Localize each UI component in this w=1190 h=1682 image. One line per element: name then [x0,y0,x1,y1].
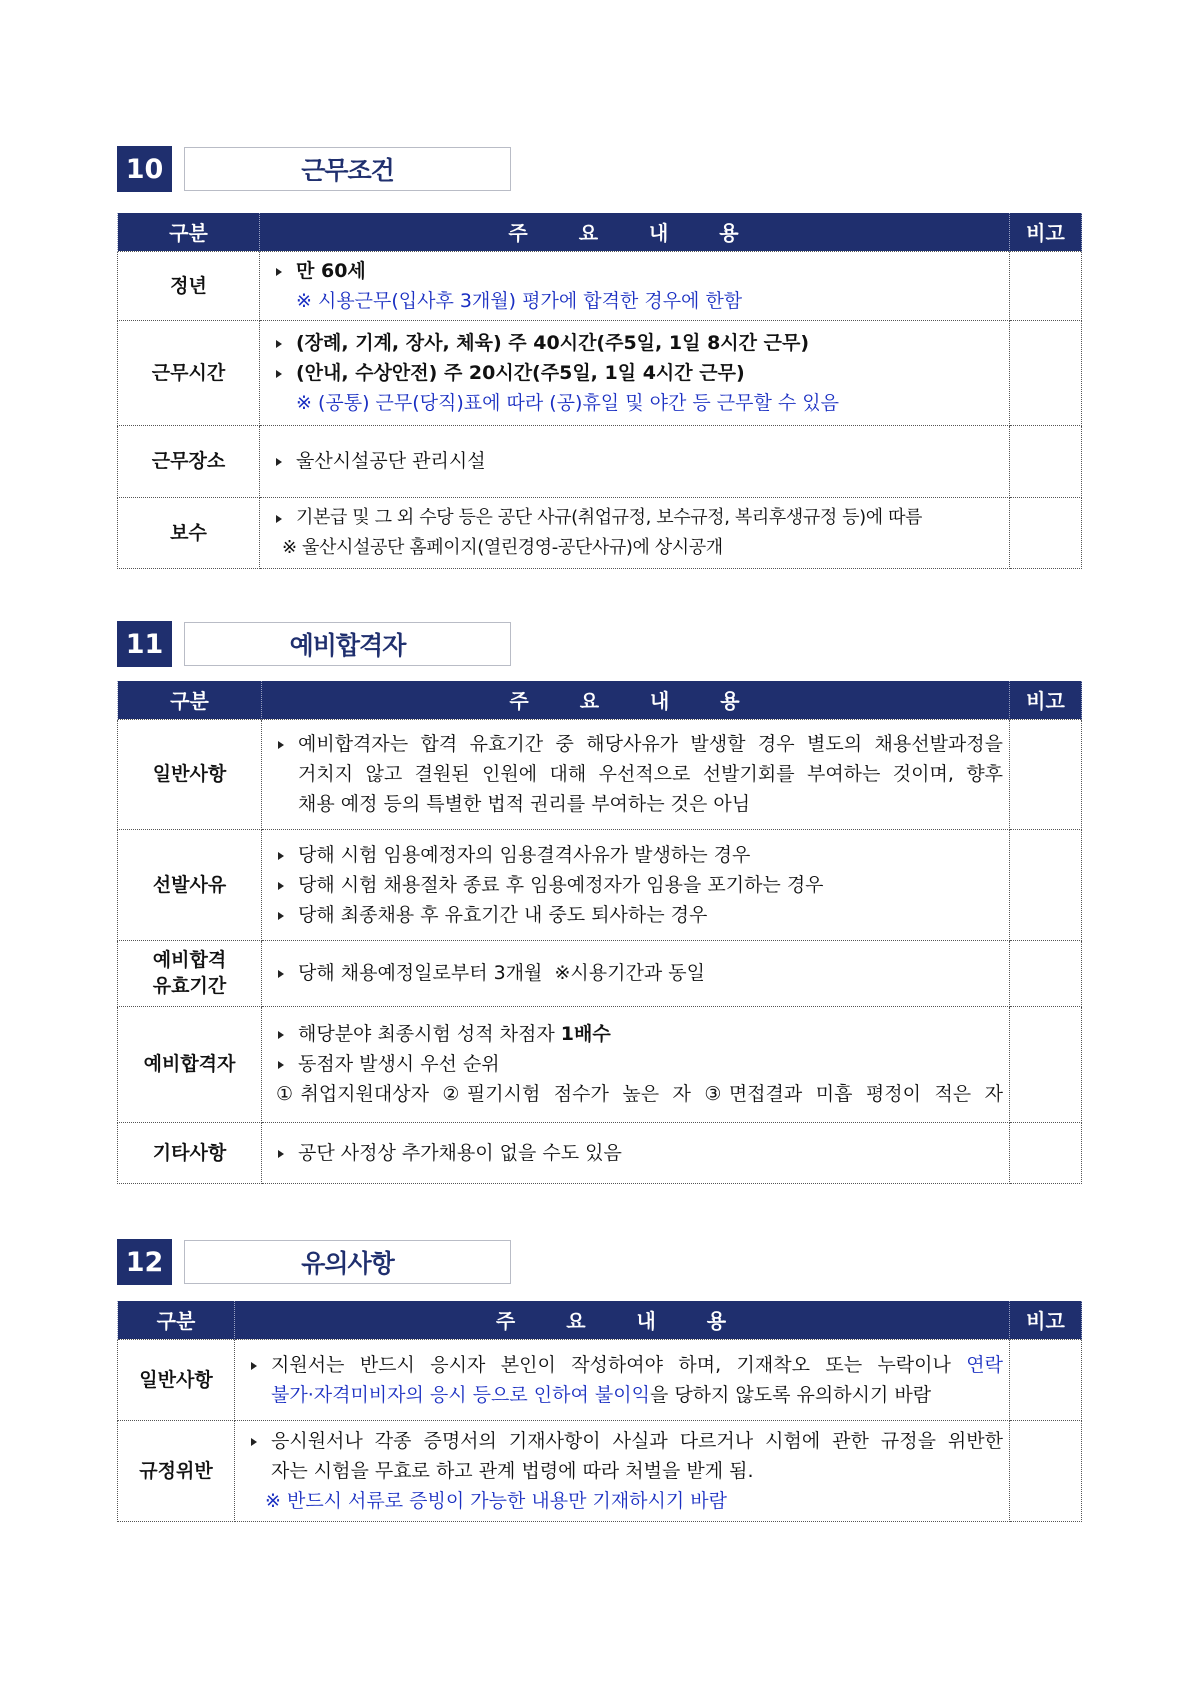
section-number: 12 [117,1239,172,1285]
row-content [235,1420,1010,1521]
row-content [260,497,1010,568]
col-header-content: 주 요 내 용 [260,213,1010,251]
row-label: 근무시간 [118,320,260,425]
row-note [1010,829,1082,940]
row-note [1010,320,1082,425]
row-label: 근무장소 [118,425,260,497]
emphasis-text: 1배수 [560,1023,611,1045]
row-note [1010,1420,1082,1521]
list-item [274,1019,1003,1049]
row-note [1010,1006,1082,1122]
row-content [262,1006,1010,1122]
table-row [118,1006,1082,1122]
highlight-text: 연락 [966,1353,1003,1376]
row-label: 기타사항 [118,1122,262,1183]
list-item-text: 을 당하지 않도록 유의하시기 바람 [649,1383,932,1406]
row-content [260,251,1010,320]
row-label: 일반사항 [118,719,262,829]
priority-order: ①취업지원대상자 ②필기시험 점수가 높은 자 ③면접결과 미흡 평정이 적은 자 [276,1083,1003,1105]
list-item-cont: 거치지 않고 결원된 인원에 대해 우선적으로 선발기회를 부여하는 것이며, 향후 [298,763,1003,785]
row-note [1010,251,1082,320]
table-row [118,251,1082,320]
col-header-content: 주 요 내 용 [235,1301,1010,1339]
table-row [118,497,1082,568]
row-content [262,719,1010,829]
section-title: 근무조건 [184,147,511,191]
row-content [262,829,1010,940]
table-header-row [118,681,1082,719]
row-label-line: 예비합격 [152,949,227,971]
table-header-row [118,1301,1082,1339]
list-item [247,1350,1003,1380]
row-content [262,940,1010,1006]
row-label [118,940,262,1006]
col-header-content: 주 요 내 용 [262,681,1010,719]
row-content [235,1339,1010,1420]
col-header-note: 비고 [1010,1301,1082,1339]
note-text: ※ (공통) 근무(당직)표에 따라 (공)휴일 및 야간 등 근무할 수 있음 [296,391,839,414]
section-number: 11 [117,621,172,667]
col-header-note: 비고 [1010,681,1082,719]
table-row [118,1420,1082,1521]
list-item: 당해 시험 채용절차 종료 후 임용예정자가 임용을 포기하는 경우 [274,870,1003,900]
section-title: 예비합격자 [184,622,511,666]
list-item: 당해 시험 임용예정자의 임용결격사유가 발생하는 경우 [274,840,1003,870]
row-label: 선발사유 [118,829,262,940]
row-label: 보수 [118,497,260,568]
list-item: 공단 사정상 추가채용이 없을 수도 있음 [274,1138,1003,1168]
list-item-text: 해당분야 최종시험 성적 차점자 [298,1023,561,1045]
row-label: 정년 [118,251,260,320]
precautions-table [117,1301,1082,1522]
section-title: 유의사항 [184,1240,511,1284]
table-row [118,829,1082,940]
table-row [118,940,1082,1006]
row-note [1010,497,1082,568]
list-item: 예비합격자는 합격 유효기간 중 해당사유가 발생할 경우 별도의 채용선발과정을 [274,729,1003,759]
list-item: 응시원서나 각종 증명서의 기재사항이 사실과 다르거나 시험에 관한 규정을 위반한 [247,1426,1003,1456]
section-10 [117,146,1081,569]
list-item: 기본급 및 그 외 수당 등은 공단 사규(취업규정, 보수규정, 복리후생규정 등)에 따름 [272,503,1003,533]
col-header-category: 구분 [118,213,260,251]
list-item: (안내, 수상안전) 주 20시간(주5일, 1일 4시간 근무) [272,358,1003,388]
list-item: 당해 채용예정일로부터 3개월 ※시용기간과 동일 [274,958,1003,988]
row-note [1010,940,1082,1006]
note-text: ※ 시용근무(입사후 3개월) 평가에 합격한 경우에 한함 [296,289,743,312]
col-header-category: 구분 [118,1301,235,1339]
section-number: 10 [117,146,172,192]
row-content [260,425,1010,497]
list-item-text: 지원서는 반드시 응시자 본인이 작성하여야 하며, 기재착오 또는 누락이나 [271,1353,967,1376]
list-item: 동점자 발생시 우선 순위 [274,1049,1003,1079]
table-header-row [118,213,1082,251]
row-note [1010,1122,1082,1183]
table-row [118,320,1082,425]
table-row [118,1122,1082,1183]
list-item: 만 60세 [272,256,1003,286]
note-text: ※ 반드시 서류로 증빙이 가능한 내용만 기재하시기 바람 [265,1489,727,1512]
reserve-candidates-table [117,681,1082,1184]
row-label: 예비합격자 [118,1006,262,1122]
table-row [118,425,1082,497]
conditions-table [117,213,1082,569]
highlight-text: 불가·자격미비자의 응시 등으로 인하여 불이익 [271,1383,650,1406]
list-item-cont: 채용 예정 등의 특별한 법적 권리를 부여하는 것은 아님 [298,793,751,815]
section-header [117,146,1081,192]
table-row [118,1339,1082,1420]
row-content [260,320,1010,425]
row-note [1010,425,1082,497]
row-label-line: 유효기간 [152,975,227,997]
section-11 [117,621,1081,1184]
row-label: 일반사항 [118,1339,235,1420]
list-item-cont: 자는 시험을 무효로 하고 관계 법령에 따라 처벌을 받게 됨. [271,1459,754,1482]
list-item-cont [247,1380,1003,1410]
col-header-note: 비고 [1010,213,1082,251]
row-content [262,1122,1010,1183]
note-text: ※ 울산시설공단 홈페이지(열린경영-공단사규)에 상시공개 [282,536,723,558]
list-item: (장례, 기계, 장사, 체육) 주 40시간(주5일, 1일 8시간 근무) [272,328,1003,358]
table-row [118,719,1082,829]
list-item: 울산시설공단 관리시설 [272,446,1003,476]
row-label: 규정위반 [118,1420,235,1521]
row-note [1010,719,1082,829]
section-header [117,1239,1081,1285]
col-header-category: 구분 [118,681,262,719]
row-note [1010,1339,1082,1420]
list-item: 당해 최종채용 후 유효기간 내 중도 퇴사하는 경우 [274,900,1003,930]
section-header [117,621,1081,667]
section-12 [117,1239,1081,1522]
